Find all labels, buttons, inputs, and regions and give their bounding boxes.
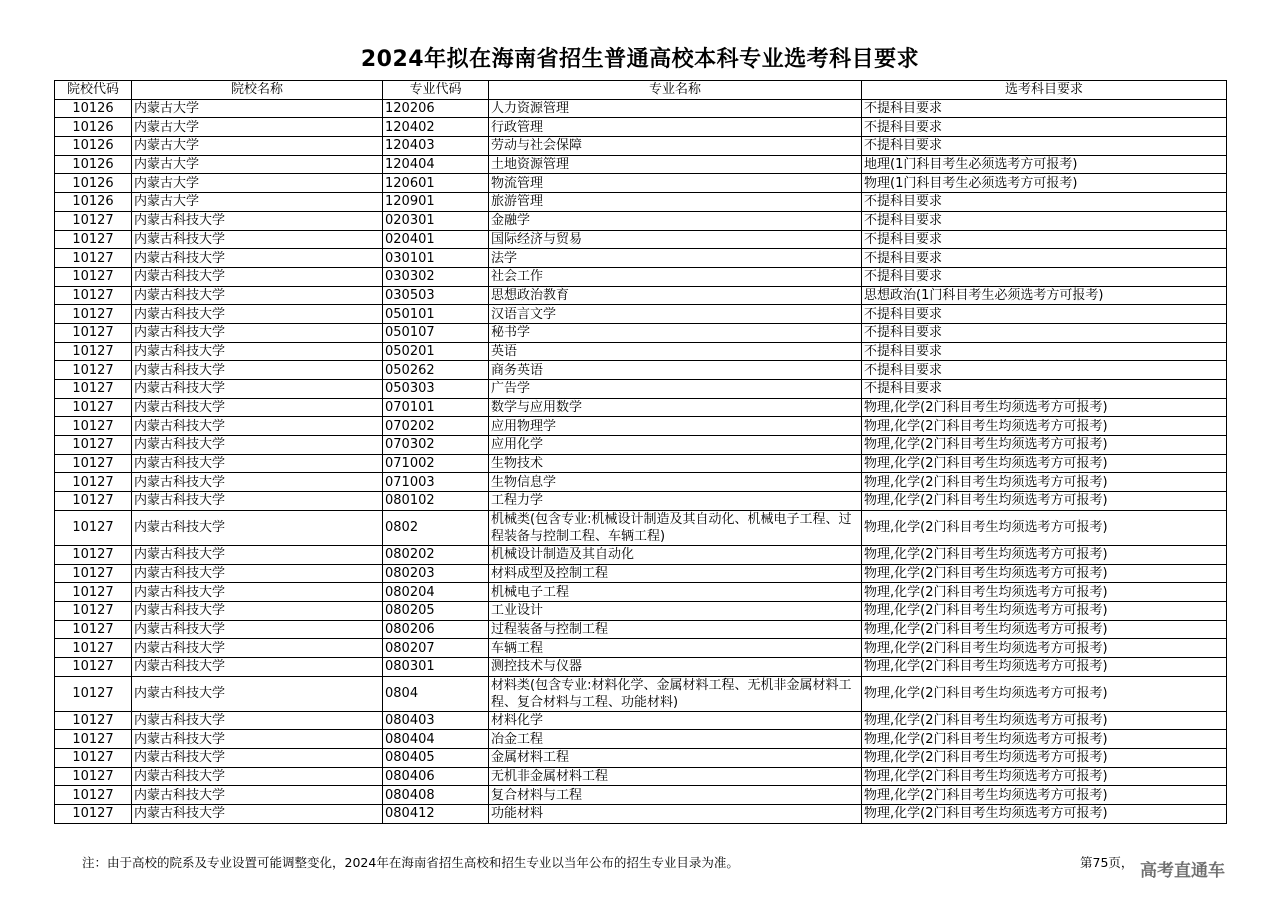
major-name-cell: 过程装备与控制工程 — [489, 620, 862, 639]
major-name-cell: 劳动与社会保障 — [489, 137, 862, 156]
major-code-cell: 071003 — [383, 473, 489, 492]
subject-requirement-cell: 物理,化学(2门科目考生均须选考方可报考) — [862, 545, 1227, 564]
school-code-cell: 10127 — [55, 286, 132, 305]
major-code-cell: 030302 — [383, 267, 489, 286]
school-code-cell: 10126 — [55, 174, 132, 193]
subject-requirement-cell: 物理,化学(2门科目考生均须选考方可报考) — [862, 805, 1227, 824]
table-row — [55, 417, 1227, 436]
major-name-cell: 冶金工程 — [489, 730, 862, 749]
major-code-cell: 080404 — [383, 730, 489, 749]
table-row — [55, 249, 1227, 268]
major-code-cell: 120403 — [383, 137, 489, 156]
school-name-cell: 内蒙古科技大学 — [132, 676, 383, 711]
school-code-cell: 10127 — [55, 639, 132, 658]
major-code-cell: 080203 — [383, 564, 489, 583]
major-code-cell: 080205 — [383, 601, 489, 620]
school-name-cell: 内蒙古科技大学 — [132, 436, 383, 455]
major-code-cell: 120206 — [383, 99, 489, 118]
major-name-cell: 复合材料与工程 — [489, 786, 862, 805]
subject-requirement-cell: 物理,化学(2门科目考生均须选考方可报考) — [862, 417, 1227, 436]
school-code-cell: 10126 — [55, 118, 132, 137]
table-row — [55, 657, 1227, 676]
table-row — [55, 676, 1227, 711]
footnote: 注：由于高校的院系及专业设置可能调整变化，2024年在海南省招生高校和招生专业以当年公布的招生专业目录为准。 — [82, 855, 739, 870]
subject-requirement-cell: 物理,化学(2门科目考生均须选考方可报考) — [862, 398, 1227, 417]
school-name-cell: 内蒙古科技大学 — [132, 305, 383, 324]
subject-requirement-cell: 不提科目要求 — [862, 361, 1227, 380]
major-name-cell: 材料类(包含专业:材料化学、金属材料工程、无机非金属材料工程、复合材料与工程、功能材料) — [489, 676, 862, 711]
major-code-cell: 070202 — [383, 417, 489, 436]
table-row — [55, 305, 1227, 324]
subject-requirement-cell: 物理,化学(2门科目考生均须选考方可报考) — [862, 657, 1227, 676]
col-header-school-code: 院校代码 — [55, 81, 132, 100]
major-code-cell: 120601 — [383, 174, 489, 193]
major-code-cell: 071002 — [383, 454, 489, 473]
table-row — [55, 492, 1227, 511]
school-name-cell: 内蒙古科技大学 — [132, 398, 383, 417]
major-name-cell: 功能材料 — [489, 805, 862, 824]
school-name-cell: 内蒙古科技大学 — [132, 492, 383, 511]
major-code-cell: 080403 — [383, 711, 489, 730]
school-code-cell: 10127 — [55, 473, 132, 492]
admission-table — [54, 80, 1227, 824]
school-name-cell: 内蒙古大学 — [132, 193, 383, 212]
school-code-cell: 10127 — [55, 361, 132, 380]
major-code-cell: 080412 — [383, 805, 489, 824]
subject-requirement-cell: 物理,化学(2门科目考生均须选考方可报考) — [862, 454, 1227, 473]
school-name-cell: 内蒙古科技大学 — [132, 639, 383, 658]
school-code-cell: 10127 — [55, 454, 132, 473]
subject-requirement-cell: 物理,化学(2门科目考生均须选考方可报考) — [862, 601, 1227, 620]
school-code-cell: 10127 — [55, 267, 132, 286]
table-row — [55, 193, 1227, 212]
major-code-cell: 050201 — [383, 342, 489, 361]
major-code-cell: 080207 — [383, 639, 489, 658]
table-row — [55, 639, 1227, 658]
table-row — [55, 286, 1227, 305]
major-name-cell: 秘书学 — [489, 323, 862, 342]
table-row — [55, 342, 1227, 361]
major-code-cell: 080406 — [383, 767, 489, 786]
school-code-cell: 10127 — [55, 749, 132, 768]
subject-requirement-cell: 物理,化学(2门科目考生均须选考方可报考) — [862, 564, 1227, 583]
school-name-cell: 内蒙古科技大学 — [132, 601, 383, 620]
major-code-cell: 080204 — [383, 583, 489, 602]
major-name-cell: 汉语言文学 — [489, 305, 862, 324]
page-number: 第75页， — [1080, 855, 1134, 870]
subject-requirement-cell: 物理,化学(2门科目考生均须选考方可报考) — [862, 639, 1227, 658]
major-name-cell: 机械电子工程 — [489, 583, 862, 602]
major-name-cell: 商务英语 — [489, 361, 862, 380]
school-code-cell: 10127 — [55, 657, 132, 676]
school-name-cell: 内蒙古科技大学 — [132, 620, 383, 639]
school-name-cell: 内蒙古科技大学 — [132, 749, 383, 768]
major-name-cell: 应用化学 — [489, 436, 862, 455]
table-row — [55, 473, 1227, 492]
school-code-cell: 10127 — [55, 601, 132, 620]
school-name-cell: 内蒙古大学 — [132, 155, 383, 174]
major-code-cell: 030503 — [383, 286, 489, 305]
school-name-cell: 内蒙古科技大学 — [132, 583, 383, 602]
table-row — [55, 137, 1227, 156]
school-code-cell: 10127 — [55, 211, 132, 230]
major-name-cell: 土地资源管理 — [489, 155, 862, 174]
school-name-cell: 内蒙古科技大学 — [132, 767, 383, 786]
school-code-cell: 10126 — [55, 155, 132, 174]
school-name-cell: 内蒙古科技大学 — [132, 249, 383, 268]
school-name-cell: 内蒙古科技大学 — [132, 380, 383, 399]
school-code-cell: 10127 — [55, 583, 132, 602]
subject-requirement-cell: 不提科目要求 — [862, 323, 1227, 342]
subject-requirement-cell: 地理(1门科目考生必须选考方可报考) — [862, 155, 1227, 174]
school-code-cell: 10127 — [55, 230, 132, 249]
table-row — [55, 805, 1227, 824]
subject-requirement-cell: 不提科目要求 — [862, 267, 1227, 286]
major-code-cell: 080405 — [383, 749, 489, 768]
school-code-cell: 10127 — [55, 676, 132, 711]
major-code-cell: 120404 — [383, 155, 489, 174]
school-code-cell: 10127 — [55, 380, 132, 399]
school-name-cell: 内蒙古科技大学 — [132, 657, 383, 676]
major-name-cell: 机械类(包含专业:机械设计制造及其自动化、机械电子工程、过程装备与控制工程、车辆工程) — [489, 510, 862, 545]
school-code-cell: 10127 — [55, 510, 132, 545]
school-code-cell: 10127 — [55, 620, 132, 639]
school-name-cell: 内蒙古科技大学 — [132, 454, 383, 473]
school-name-cell: 内蒙古科技大学 — [132, 711, 383, 730]
subject-requirement-cell: 不提科目要求 — [862, 193, 1227, 212]
major-name-cell: 测控技术与仪器 — [489, 657, 862, 676]
major-code-cell: 080206 — [383, 620, 489, 639]
school-code-cell: 10127 — [55, 564, 132, 583]
school-code-cell: 10126 — [55, 193, 132, 212]
subject-requirement-cell: 物理,化学(2门科目考生均须选考方可报考) — [862, 510, 1227, 545]
subject-requirement-cell: 不提科目要求 — [862, 211, 1227, 230]
major-code-cell: 050101 — [383, 305, 489, 324]
subject-requirement-cell: 思想政治(1门科目考生必须选考方可报考) — [862, 286, 1227, 305]
school-code-cell: 10126 — [55, 137, 132, 156]
table-row — [55, 361, 1227, 380]
school-name-cell: 内蒙古科技大学 — [132, 230, 383, 249]
document-title: 2024年拟在海南省招生普通高校本科专业选考科目要求 — [360, 47, 920, 72]
school-code-cell: 10127 — [55, 249, 132, 268]
school-code-cell: 10127 — [55, 786, 132, 805]
school-name-cell: 内蒙古科技大学 — [132, 805, 383, 824]
school-code-cell: 10127 — [55, 342, 132, 361]
major-code-cell: 080202 — [383, 545, 489, 564]
major-name-cell: 应用物理学 — [489, 417, 862, 436]
school-code-cell: 10127 — [55, 305, 132, 324]
table-row — [55, 620, 1227, 639]
major-name-cell: 国际经济与贸易 — [489, 230, 862, 249]
major-name-cell: 无机非金属材料工程 — [489, 767, 862, 786]
subject-requirement-cell: 不提科目要求 — [862, 137, 1227, 156]
subject-requirement-cell: 物理,化学(2门科目考生均须选考方可报考) — [862, 676, 1227, 711]
subject-requirement-cell: 物理,化学(2门科目考生均须选考方可报考) — [862, 767, 1227, 786]
subject-requirement-cell: 物理,化学(2门科目考生均须选考方可报考) — [862, 786, 1227, 805]
table-row — [55, 749, 1227, 768]
school-code-cell: 10127 — [55, 492, 132, 511]
subject-requirement-cell: 物理,化学(2门科目考生均须选考方可报考) — [862, 583, 1227, 602]
subject-requirement-cell: 物理,化学(2门科目考生均须选考方可报考) — [862, 749, 1227, 768]
major-code-cell: 020401 — [383, 230, 489, 249]
school-name-cell: 内蒙古科技大学 — [132, 211, 383, 230]
school-name-cell: 内蒙古科技大学 — [132, 286, 383, 305]
subject-requirement-cell: 不提科目要求 — [862, 305, 1227, 324]
watermark: 高考直通车 — [1140, 861, 1225, 881]
major-name-cell: 生物技术 — [489, 454, 862, 473]
major-name-cell: 行政管理 — [489, 118, 862, 137]
school-code-cell: 10127 — [55, 767, 132, 786]
major-code-cell: 0802 — [383, 510, 489, 545]
school-code-cell: 10127 — [55, 730, 132, 749]
col-header-major-code: 专业代码 — [383, 81, 489, 100]
school-name-cell: 内蒙古科技大学 — [132, 564, 383, 583]
table-row — [55, 583, 1227, 602]
major-code-cell: 020301 — [383, 211, 489, 230]
school-name-cell: 内蒙古科技大学 — [132, 323, 383, 342]
school-code-cell: 10127 — [55, 398, 132, 417]
table-row — [55, 711, 1227, 730]
school-name-cell: 内蒙古科技大学 — [132, 267, 383, 286]
major-name-cell: 物流管理 — [489, 174, 862, 193]
subject-requirement-cell: 不提科目要求 — [862, 380, 1227, 399]
table-row — [55, 730, 1227, 749]
school-name-cell: 内蒙古科技大学 — [132, 473, 383, 492]
subject-requirement-cell: 物理,化学(2门科目考生均须选考方可报考) — [862, 620, 1227, 639]
table-row — [55, 601, 1227, 620]
major-code-cell: 080301 — [383, 657, 489, 676]
major-code-cell: 050107 — [383, 323, 489, 342]
subject-requirement-cell: 不提科目要求 — [862, 342, 1227, 361]
major-name-cell: 金属材料工程 — [489, 749, 862, 768]
subject-requirement-cell: 物理,化学(2门科目考生均须选考方可报考) — [862, 473, 1227, 492]
table-row — [55, 99, 1227, 118]
major-name-cell: 材料化学 — [489, 711, 862, 730]
table-row — [55, 230, 1227, 249]
major-name-cell: 旅游管理 — [489, 193, 862, 212]
col-header-school-name: 院校名称 — [132, 81, 383, 100]
subject-requirement-cell: 不提科目要求 — [862, 118, 1227, 137]
table-header-row — [55, 81, 1227, 100]
school-code-cell: 10127 — [55, 711, 132, 730]
major-name-cell: 金融学 — [489, 211, 862, 230]
major-name-cell: 工程力学 — [489, 492, 862, 511]
school-code-cell: 10127 — [55, 805, 132, 824]
school-name-cell: 内蒙古科技大学 — [132, 730, 383, 749]
major-code-cell: 120901 — [383, 193, 489, 212]
subject-requirement-cell: 不提科目要求 — [862, 99, 1227, 118]
major-name-cell: 工业设计 — [489, 601, 862, 620]
table-row — [55, 767, 1227, 786]
major-name-cell: 材料成型及控制工程 — [489, 564, 862, 583]
school-code-cell: 10127 — [55, 417, 132, 436]
table-row — [55, 380, 1227, 399]
table-row — [55, 436, 1227, 455]
school-name-cell: 内蒙古大学 — [132, 118, 383, 137]
school-name-cell: 内蒙古科技大学 — [132, 361, 383, 380]
major-name-cell: 思想政治教育 — [489, 286, 862, 305]
school-code-cell: 10127 — [55, 545, 132, 564]
subject-requirement-cell: 物理,化学(2门科目考生均须选考方可报考) — [862, 711, 1227, 730]
major-code-cell: 080102 — [383, 492, 489, 511]
subject-requirement-cell: 物理,化学(2门科目考生均须选考方可报考) — [862, 730, 1227, 749]
major-code-cell: 050303 — [383, 380, 489, 399]
major-name-cell: 广告学 — [489, 380, 862, 399]
school-code-cell: 10126 — [55, 99, 132, 118]
major-name-cell: 人力资源管理 — [489, 99, 862, 118]
major-code-cell: 050262 — [383, 361, 489, 380]
major-code-cell: 070302 — [383, 436, 489, 455]
subject-requirement-cell: 物理,化学(2门科目考生均须选考方可报考) — [862, 436, 1227, 455]
table-row — [55, 564, 1227, 583]
table-row — [55, 398, 1227, 417]
subject-requirement-cell: 不提科目要求 — [862, 249, 1227, 268]
table-row — [55, 545, 1227, 564]
school-code-cell: 10127 — [55, 323, 132, 342]
major-name-cell: 生物信息学 — [489, 473, 862, 492]
school-name-cell: 内蒙古大学 — [132, 174, 383, 193]
school-name-cell: 内蒙古科技大学 — [132, 342, 383, 361]
major-name-cell: 机械设计制造及其自动化 — [489, 545, 862, 564]
school-name-cell: 内蒙古大学 — [132, 137, 383, 156]
table-row — [55, 510, 1227, 545]
major-name-cell: 法学 — [489, 249, 862, 268]
table-row — [55, 454, 1227, 473]
subject-requirement-cell: 物理,化学(2门科目考生均须选考方可报考) — [862, 492, 1227, 511]
table-row — [55, 267, 1227, 286]
subject-requirement-cell: 物理(1门科目考生必须选考方可报考) — [862, 174, 1227, 193]
subject-requirement-cell: 不提科目要求 — [862, 230, 1227, 249]
table-row — [55, 323, 1227, 342]
table-row — [55, 155, 1227, 174]
school-name-cell: 内蒙古科技大学 — [132, 417, 383, 436]
major-code-cell: 0804 — [383, 676, 489, 711]
major-name-cell: 数学与应用数学 — [489, 398, 862, 417]
major-code-cell: 030101 — [383, 249, 489, 268]
major-code-cell: 120402 — [383, 118, 489, 137]
major-name-cell: 社会工作 — [489, 267, 862, 286]
table-row — [55, 174, 1227, 193]
col-header-major-name: 专业名称 — [489, 81, 862, 100]
major-code-cell: 080408 — [383, 786, 489, 805]
school-code-cell: 10127 — [55, 436, 132, 455]
col-header-subject-requirement: 选考科目要求 — [862, 81, 1227, 100]
school-name-cell: 内蒙古科技大学 — [132, 786, 383, 805]
school-name-cell: 内蒙古科技大学 — [132, 510, 383, 545]
major-name-cell: 车辆工程 — [489, 639, 862, 658]
school-name-cell: 内蒙古科技大学 — [132, 545, 383, 564]
school-name-cell: 内蒙古大学 — [132, 99, 383, 118]
major-code-cell: 070101 — [383, 398, 489, 417]
major-name-cell: 英语 — [489, 342, 862, 361]
table-row — [55, 786, 1227, 805]
table-row — [55, 118, 1227, 137]
table-row — [55, 211, 1227, 230]
